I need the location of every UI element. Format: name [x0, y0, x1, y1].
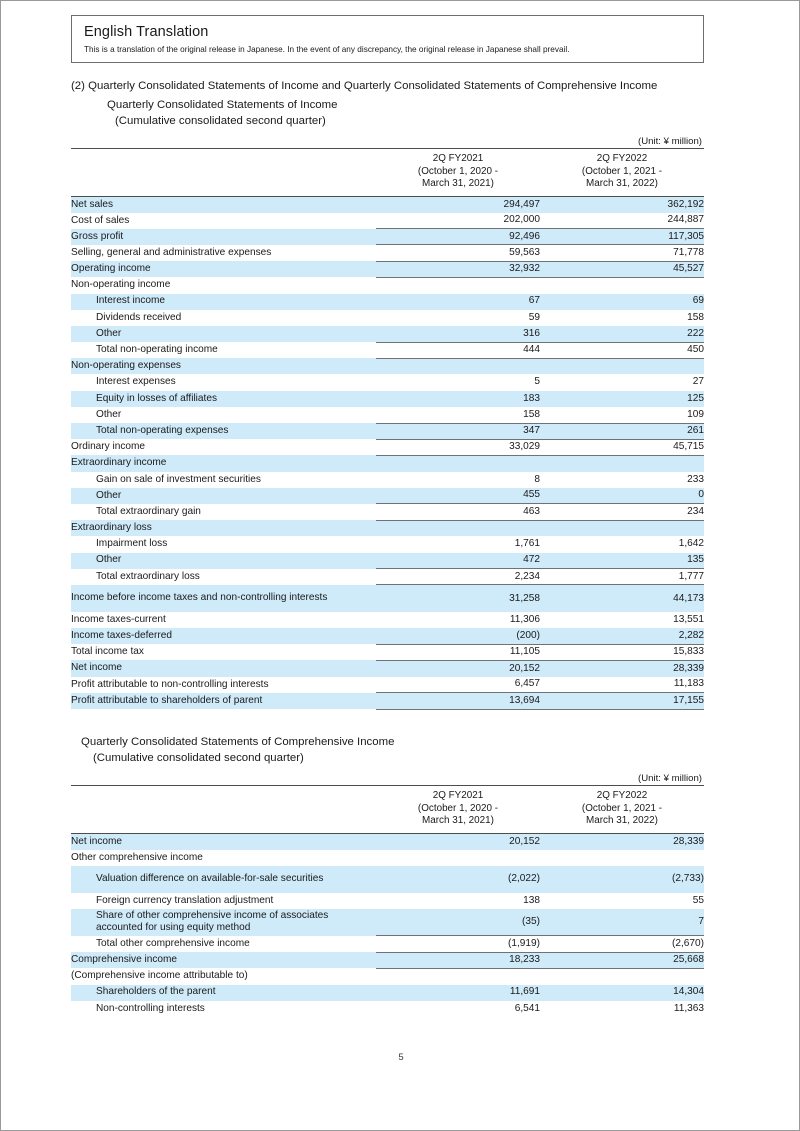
- row-value-fy2022: 109: [687, 408, 704, 420]
- table-row: [71, 423, 704, 439]
- row-value-fy2022: [540, 358, 704, 374]
- row-value-fy2022: 1,642: [678, 538, 704, 550]
- table-header-row: [71, 785, 704, 833]
- comprehensive-income-header: [71, 785, 704, 833]
- header-fy2022: [540, 148, 704, 196]
- row-label: Gross profit: [71, 229, 376, 245]
- row-value-fy2021: 2,234: [376, 569, 540, 585]
- row-label: Other: [71, 553, 376, 569]
- row-label: Non-operating income: [71, 279, 171, 291]
- row-label: Gain on sale of investment securities: [96, 473, 261, 485]
- row-label: Net sales: [71, 196, 376, 212]
- row-value-fy2022: 55: [692, 894, 704, 906]
- row-value-fy2021: 316: [376, 326, 540, 342]
- english-translation-notice: [71, 15, 704, 63]
- income-statement-table: [71, 148, 704, 710]
- row-value-fy2021: 6,457: [514, 678, 540, 690]
- row-value-fy2021: 294,497: [376, 196, 540, 212]
- header-fy2021-line3: March 31, 2021): [422, 815, 494, 827]
- table-spacer: [71, 710, 704, 734]
- row-value-fy2021: 183: [376, 391, 540, 407]
- row-label: Net income: [71, 833, 376, 849]
- unit-note-comprehensive: (Unit: ¥ million): [638, 772, 702, 784]
- row-value-fy2022: 2,282: [540, 628, 704, 644]
- row-value-fy2022: 25,668: [540, 952, 704, 968]
- row-label: Total extraordinary gain: [96, 505, 201, 517]
- table-row: [71, 909, 704, 936]
- notice-title: English Translation: [84, 24, 209, 40]
- row-label: Extraordinary income: [71, 455, 376, 471]
- table-row: [71, 536, 704, 552]
- comprehensive-income-subtitle: (Cumulative consolidated second quarter): [93, 751, 304, 764]
- row-value-fy2021: 472: [376, 553, 540, 569]
- row-value-fy2022: 135: [540, 553, 704, 569]
- table-row: [71, 660, 704, 676]
- table-row: [71, 277, 704, 293]
- row-label: Other: [71, 488, 376, 504]
- table-row: [71, 374, 704, 390]
- table-row: [71, 569, 704, 585]
- row-value-fy2021: 347: [376, 423, 540, 439]
- row-label: Impairment loss: [96, 538, 168, 550]
- row-label: Valuation difference on available-for-sale securities: [71, 866, 376, 893]
- header-blank-cell: [71, 785, 376, 833]
- table-row: [71, 261, 704, 277]
- row-label: Equity in losses of affiliates: [71, 391, 376, 407]
- row-value-fy2021: [376, 277, 540, 293]
- row-value-fy2022: 11,363: [673, 1002, 704, 1014]
- header-fy2021-line1: 2Q FY2021: [432, 789, 484, 801]
- notice-subtitle: This is a translation of the original release in Japanese. In the event of any discrepancy, the original release in Japanese shall prevail.: [84, 45, 570, 55]
- row-label: Other comprehensive income: [71, 851, 203, 863]
- table-row: [71, 407, 704, 423]
- page-number: 5: [398, 1052, 404, 1063]
- row-value-fy2021: [376, 455, 540, 471]
- header-blank-cell: [71, 148, 376, 196]
- row-value-fy2022: 117,305: [540, 229, 704, 245]
- table-row: [71, 833, 704, 849]
- header-fy2022-line2: (October 1, 2021 -: [581, 165, 663, 177]
- table-row: [71, 644, 704, 660]
- table-row: [71, 628, 704, 644]
- row-label: Non-operating expenses: [71, 358, 376, 374]
- table-row: [71, 310, 704, 326]
- header-fy2022: [540, 785, 704, 833]
- row-label: Total non-operating expenses: [71, 423, 376, 439]
- row-value-fy2021: 11,691: [376, 985, 540, 1001]
- row-label: Income before income taxes and non-controlling interests: [71, 585, 376, 612]
- table-row: [71, 245, 704, 261]
- row-value-fy2022: 261: [540, 423, 704, 439]
- header-fy2022-line3: March 31, 2022): [586, 178, 658, 190]
- row-value-fy2021: 59: [528, 311, 540, 323]
- row-value-fy2021: (35): [376, 909, 540, 936]
- income-statement-header: [71, 148, 704, 196]
- row-value-fy2021: (200): [376, 628, 540, 644]
- table-row: [71, 952, 704, 968]
- row-label: Profit attributable to non-controlling interests: [71, 678, 269, 690]
- row-value-fy2021: 8: [534, 473, 540, 485]
- comprehensive-income-body: [71, 833, 704, 1017]
- row-label: Total extraordinary loss: [96, 570, 200, 582]
- row-value-fy2022: 71,778: [540, 245, 704, 261]
- row-value-fy2022: 158: [687, 311, 704, 323]
- row-value-fy2021: 11,306: [509, 613, 540, 625]
- row-value-fy2021: 31,258: [376, 585, 540, 612]
- row-value-fy2022: 7: [540, 909, 704, 936]
- table-row: [71, 936, 704, 952]
- table-row: [71, 693, 704, 709]
- row-value-fy2022: 11,183: [673, 678, 704, 690]
- row-value-fy2022: 450: [540, 342, 704, 358]
- row-label: Total non-operating income: [96, 344, 218, 356]
- header-fy2022-line3: March 31, 2022): [586, 815, 658, 827]
- row-value-fy2022: 45,527: [540, 261, 704, 277]
- table-row: [71, 358, 704, 374]
- header-fy2022-line1: 2Q FY2022: [596, 789, 648, 801]
- table-row: [71, 968, 704, 984]
- row-value-fy2022: 28,339: [540, 833, 704, 849]
- table-row: [71, 455, 704, 471]
- header-fy2021: [376, 148, 540, 196]
- row-value-fy2022: 233: [687, 473, 704, 485]
- row-value-fy2022: 1,777: [540, 569, 704, 585]
- row-value-fy2021: (2,022): [376, 866, 540, 893]
- page-content: [71, 15, 704, 1017]
- row-value-fy2022: [540, 520, 704, 536]
- row-value-fy2021: 92,496: [376, 229, 540, 245]
- row-value-fy2022: 27: [692, 376, 704, 388]
- table-row: [71, 893, 704, 909]
- row-value-fy2021: 455: [376, 488, 540, 504]
- row-value-fy2021: 20,152: [376, 833, 540, 849]
- row-label: Cost of sales: [71, 214, 130, 226]
- row-label: Profit attributable to shareholders of parent: [71, 693, 376, 709]
- row-value-fy2022: 13,551: [673, 613, 704, 625]
- income-statement-title: Quarterly Consolidated Statements of Income: [107, 98, 338, 111]
- row-label: Extraordinary loss: [71, 520, 376, 536]
- table-row: [71, 229, 704, 245]
- row-label: Other: [71, 326, 376, 342]
- row-value-fy2022: 125: [540, 391, 704, 407]
- table-row: [71, 504, 704, 520]
- header-fy2021-line2: (October 1, 2020 -: [417, 802, 499, 814]
- row-label: Share of other comprehensive income of associates accounted for using equity method: [71, 909, 376, 936]
- row-value-fy2021: 20,152: [376, 660, 540, 676]
- row-value-fy2022: (2,670): [540, 936, 704, 952]
- row-value-fy2022: [540, 455, 704, 471]
- table-row: [71, 866, 704, 893]
- row-label: Ordinary income: [71, 441, 146, 453]
- income-statement-body: [71, 196, 704, 709]
- row-label: Selling, general and administrative expenses: [71, 246, 272, 258]
- row-value-fy2022: 362,192: [540, 196, 704, 212]
- row-value-fy2022: [540, 277, 704, 293]
- table-row: [71, 850, 704, 866]
- row-value-fy2022: 28,339: [540, 660, 704, 676]
- row-value-fy2021: 13,694: [376, 693, 540, 709]
- table-row: [71, 985, 704, 1001]
- table-row: [71, 585, 704, 612]
- row-value-fy2022: [540, 968, 704, 984]
- row-value-fy2021: 5: [534, 376, 540, 388]
- table-row: [71, 213, 704, 229]
- header-fy2021-line1: 2Q FY2021: [432, 152, 484, 164]
- row-value-fy2022: 44,173: [540, 585, 704, 612]
- row-value-fy2021: 32,932: [376, 261, 540, 277]
- table-row: [71, 677, 704, 693]
- header-fy2021-line3: March 31, 2021): [422, 178, 494, 190]
- table-row: [71, 488, 704, 504]
- row-value-fy2022: 14,304: [540, 985, 704, 1001]
- row-label: (Comprehensive income attributable to): [71, 970, 248, 982]
- row-value-fy2021: 463: [376, 504, 540, 520]
- row-value-fy2021: 33,029: [376, 439, 540, 455]
- table-row: [71, 612, 704, 628]
- row-label: Operating income: [71, 261, 376, 277]
- row-value-fy2022: 222: [540, 326, 704, 342]
- table-row: [71, 472, 704, 488]
- row-label: Comprehensive income: [71, 952, 376, 968]
- row-label: Other: [96, 408, 122, 420]
- row-value-fy2021: 138: [523, 894, 540, 906]
- table-row: [71, 391, 704, 407]
- row-label: Interest expenses: [96, 376, 176, 388]
- row-label: Income taxes-current: [71, 613, 166, 625]
- row-value-fy2022: 0: [540, 488, 704, 504]
- row-label: Foreign currency translation adjustment: [96, 894, 274, 906]
- row-value-fy2021: 158: [523, 408, 540, 420]
- row-label: Interest income: [71, 294, 376, 310]
- table-row: [71, 196, 704, 212]
- row-value-fy2022: 17,155: [540, 693, 704, 709]
- row-label: Total income tax: [71, 646, 144, 658]
- row-value-fy2021: 6,541: [514, 1002, 540, 1014]
- row-value-fy2021: [376, 358, 540, 374]
- table-row: [71, 520, 704, 536]
- row-label: Dividends received: [96, 311, 182, 323]
- header-fy2022-line2: (October 1, 2021 -: [581, 802, 663, 814]
- table-row: [71, 439, 704, 455]
- row-value-fy2021: 67: [376, 294, 540, 310]
- row-label: Shareholders of the parent: [71, 985, 376, 1001]
- unit-note-income: (Unit: ¥ million): [638, 135, 702, 147]
- row-value-fy2021: 202,000: [503, 214, 540, 226]
- table-row: [71, 1001, 704, 1017]
- row-value-fy2022: [540, 850, 704, 866]
- header-fy2021: [376, 785, 540, 833]
- row-value-fy2021: 1,761: [514, 538, 540, 550]
- row-label: Income taxes-deferred: [71, 628, 376, 644]
- income-statement-subtitle: (Cumulative consolidated second quarter): [115, 114, 326, 127]
- table-row: [71, 326, 704, 342]
- row-label: Net income: [71, 660, 376, 676]
- row-value-fy2022: 15,833: [540, 644, 704, 660]
- row-label: Non-controlling interests: [96, 1002, 205, 1014]
- row-value-fy2021: [376, 968, 540, 984]
- table-row: [71, 294, 704, 310]
- row-value-fy2021: 59,563: [376, 245, 540, 261]
- row-value-fy2021: [376, 850, 540, 866]
- row-value-fy2021: (1,919): [376, 936, 540, 952]
- row-value-fy2021: 18,233: [376, 952, 540, 968]
- row-value-fy2022: 234: [540, 504, 704, 520]
- row-value-fy2022: 244,887: [667, 214, 704, 226]
- table-row: [71, 553, 704, 569]
- row-value-fy2021: 444: [376, 342, 540, 358]
- row-value-fy2021: 11,105: [376, 644, 540, 660]
- row-value-fy2021: [376, 520, 540, 536]
- comprehensive-income-table: [71, 785, 704, 1017]
- row-value-fy2022: 45,715: [540, 439, 704, 455]
- header-fy2021-line2: (October 1, 2020 -: [417, 165, 499, 177]
- row-value-fy2022: (2,733): [540, 866, 704, 893]
- header-fy2022-line1: 2Q FY2022: [596, 152, 648, 164]
- table-header-row: [71, 148, 704, 196]
- section-heading: (2) Quarterly Consolidated Statements of Income and Quarterly Consolidated Statements of Comprehensive Income: [71, 79, 658, 92]
- table-row: [71, 342, 704, 358]
- row-label: Total other comprehensive income: [96, 937, 250, 949]
- row-value-fy2022: 69: [540, 294, 704, 310]
- comprehensive-income-title: Quarterly Consolidated Statements of Comprehensive Income: [81, 735, 395, 748]
